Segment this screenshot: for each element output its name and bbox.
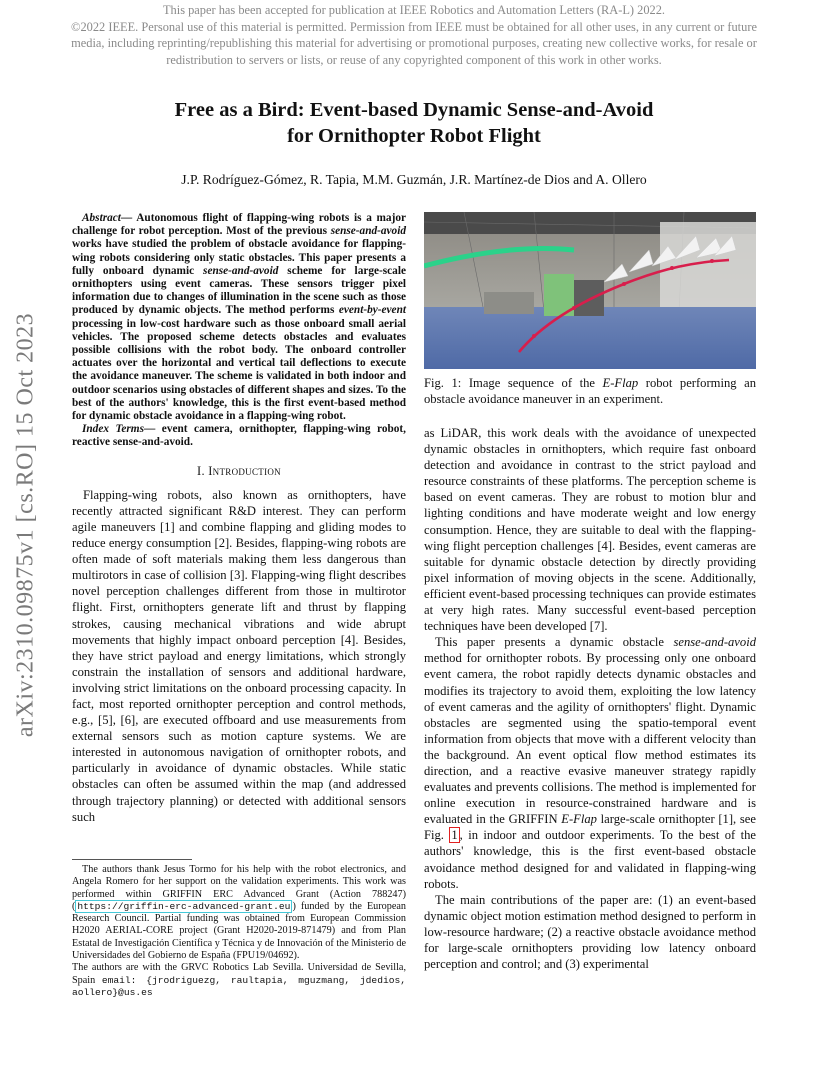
body-text: large-scale ornithopter [1], see Fig. — [424, 812, 756, 843]
body-paragraph — [424, 634, 756, 892]
notice-line: redistribution to servers or lists, or reuse of any copyrighted component of this work in other works. — [166, 52, 662, 67]
abstract-text: — Autonomous flight of flapping-wing robots is a major challenge for robot perception. Most of the previous — [72, 212, 406, 238]
email-addresses: {jrodriguezg, raultapia, mguzmang, jdedios, aollero}@us.es — [72, 974, 406, 998]
intro-paragraph: Flapping-wing robots, also known as ornithopters, have recently attracted significant R&D interest. They can perform agile maneuvers [1] and combine flapping and gliding modes to reduce energy consumption [2]. Besides, flapping-wing robots are often made of soft materials making them less dangerous than multirotors in case of collision [3]. Flapping-wing flight describes novel perception challenges different from those in multirotor flight. First, ornithopters generate lift and thrust by flapping strokes, causing mechanical vibrations and wide abrupt movements that highly impact onboard perception [4]. Besides, they have strict payload and energy limitations, which strongly constrain the installation of sensors and additional hardware, involving strict limitations on the onboard processing capacity. In fact, most reported ornithopter perception and control methods, e.g., [5], [6], are executed offboard and use measurements from external sensors such as motion capture systems. We are interested in autonomous navigation of ornithopter robots, and particularly in avoidance of dynamic obstacles. While static obstacles can often be assumed within the map (and addressed through trajectory planning) or detected with additional sensors such — [72, 487, 406, 824]
notice-line: This paper has been accepted for publication at IEEE Robotics and Automation Letters (RA-L) 2022. — [162, 3, 665, 17]
figure-1-image — [424, 212, 756, 369]
body-emphasis: sense-and-avoid — [673, 635, 756, 650]
abstract — [72, 212, 406, 423]
footnote-text: The authors are with the GRVC Robotics Lab Sevilla. Universidad de Sevilla, Spain — [72, 962, 406, 986]
right-column — [424, 425, 756, 972]
grant-url-link[interactable]: https://griffin-erc-advanced-grant.eu — [77, 900, 291, 912]
body-emphasis: E-Flap — [561, 812, 597, 827]
body-paragraph: The main contributions of the paper are: (1) an event-based dynamic object motion estimation method designed to perform in low-resource hardware; (2) a reactive obstacle avoidance method for large-scale ornithopters providing low latency onboard perception and control; and (3) experimental — [424, 892, 756, 972]
abstract-text: processing in low-cost hardware such as those onboard small aerial vehicles. The proposed scheme detects obstacles and evaluates possible collisions with the robot body. The onboard controller actuates over the horizontal and vertical tail deflections to execute the avoidance maneuver. The scheme is validated in both indoor and outdoor scenarios using obstacles of different shapes and sizes. To the best of the authors' knowledge, this is the first event-based method for dynamic obstacle avoidance in a flapping-wing robot. — [72, 317, 406, 423]
title-line: for Ornithopter Robot Flight — [287, 125, 541, 147]
abstract-lead: Abstract — [82, 212, 121, 224]
copyright-notice — [0, 2, 828, 68]
caption-emphasis: E-Flap — [602, 376, 639, 390]
ornithopter-photo — [424, 212, 756, 369]
abstract-emphasis: sense-and-avoid — [330, 225, 406, 238]
notice-line: ©2022 IEEE. Personal use of this material is permitted. Permission from IEEE must be obtained for all other uses, in any current or future — [71, 19, 757, 34]
footnote-text: ) funded by the European Research Council. Partial funding was obtained from European Commission H2020 AERIAL-CORE project (Grant H2020-2019-871479) and from Plan Estatal de Investigación Científica y Técnica y de Innovación of the Ministerio de Universidades del Gobierno de España (FPU19/04692). — [72, 900, 406, 962]
footnote-rule — [72, 859, 192, 860]
footnote — [72, 859, 406, 999]
section-name: Introduction — [208, 463, 281, 478]
figure-reference-link[interactable]: 1 — [451, 828, 458, 843]
figure-1-caption — [424, 375, 756, 407]
index-terms-text: — event camera, ornithopter, flapping-wing robot, reactive sense-and-avoid. — [72, 423, 406, 449]
notice-line: media, including reprinting/republishing this material for advertising or promotional purposes, creating new collective works, for resale or — [71, 36, 757, 50]
title-line: Free as a Bird: Event-based Dynamic Sense-and-Avoid — [174, 99, 654, 121]
body-text: , in indoor and outdoor experiments. To the best of the authors' knowledge, this is the first event-based obstacle avoidance method designed for and validated in flapping-wing robots. — [424, 828, 756, 891]
index-terms — [72, 423, 406, 449]
abstract-emphasis: event-by-event — [338, 304, 406, 317]
footnote-acknowledgement — [72, 864, 406, 962]
section-numeral: I. — [197, 463, 209, 478]
abstract-text: works have studied the problem of obstacle avoidance for flapping-wing robots considering only static obstacles. This paper presents a fully onboard dynamic — [72, 238, 406, 277]
footnote-text: The authors thank Jesus Tormo for his help with the robot electronics, and Angela Romero for her support on the validation experiments. This work was performed within GRIFFIN ERC Advanced Grant (Action 788247) ( — [72, 864, 406, 912]
section-heading — [72, 463, 406, 479]
left-column — [72, 212, 406, 825]
index-terms-lead: Index Terms — [82, 423, 144, 436]
caption-text: Fig. 1: Image sequence of the — [424, 376, 603, 390]
body-text: This paper presents a dynamic obstacle — [435, 635, 674, 650]
caption-text: robot performing an obstacle avoidance maneuver in an experiment. — [424, 376, 756, 407]
paper-title — [100, 97, 728, 149]
body-paragraph: as LiDAR, this work deals with the avoidance of unexpected dynamic obstacles in ornithopters, which require fast onboard detection and avoidance in contrast to the strict payload and resource constraints of these platforms. The perception scheme is based on event cameras. They are robust to motion blur and lighting conditions and have moderate weight and low energy consumption. Hence, they are suitable to deal with the flapping-wing flight perception challenges [4]. Besides, event cameras are suitable for dynamic obstacle detection by directly providing pixel information of moving objects in the scene. Additionally, efficient event-based processing techniques can provide estimates at very high rates. Many successful event-based perception techniques have been developed [7]. — [424, 426, 756, 634]
author-list: J.P. Rodríguez-Gómez, R. Tapia, M.M. Guzmán, J.R. Martínez-de Dios and A. Ollero — [181, 172, 647, 187]
abstract-emphasis: sense-and-avoid — [203, 264, 279, 277]
abstract-text: scheme for large-scale ornithopters using event cameras. These sensors trigger pixel information due to changes of illumination in the scene such as those produced by dynamic objects. The method performs — [72, 264, 406, 317]
arxiv-sidebar — [6, 290, 46, 760]
body-text: method for ornithopter robots. By processing only one onboard event camera, the robot rapidly detects dynamic obstacles and modifies its trajectory to avoid them, exploiting the low latency of event cameras and the agility of ornithopters' flight. Dynamic obstacles are segmented using the spatio-temporal event information from objects that move with a different velocity than the background. An event optical flow method estimates its direction, and a reactive evasive maneuver strategy rapidly evaluates and prevents collisions. The method is implemented for online execution in resource-constrained hardware and is evaluated in the GRIFFIN — [424, 651, 756, 827]
email-label: email: — [101, 974, 147, 986]
arxiv-identifier: arXiv:2310.09875v1 [cs.RO] 15 Oct 2023 — [12, 312, 39, 738]
footnote-affiliation — [72, 962, 406, 999]
